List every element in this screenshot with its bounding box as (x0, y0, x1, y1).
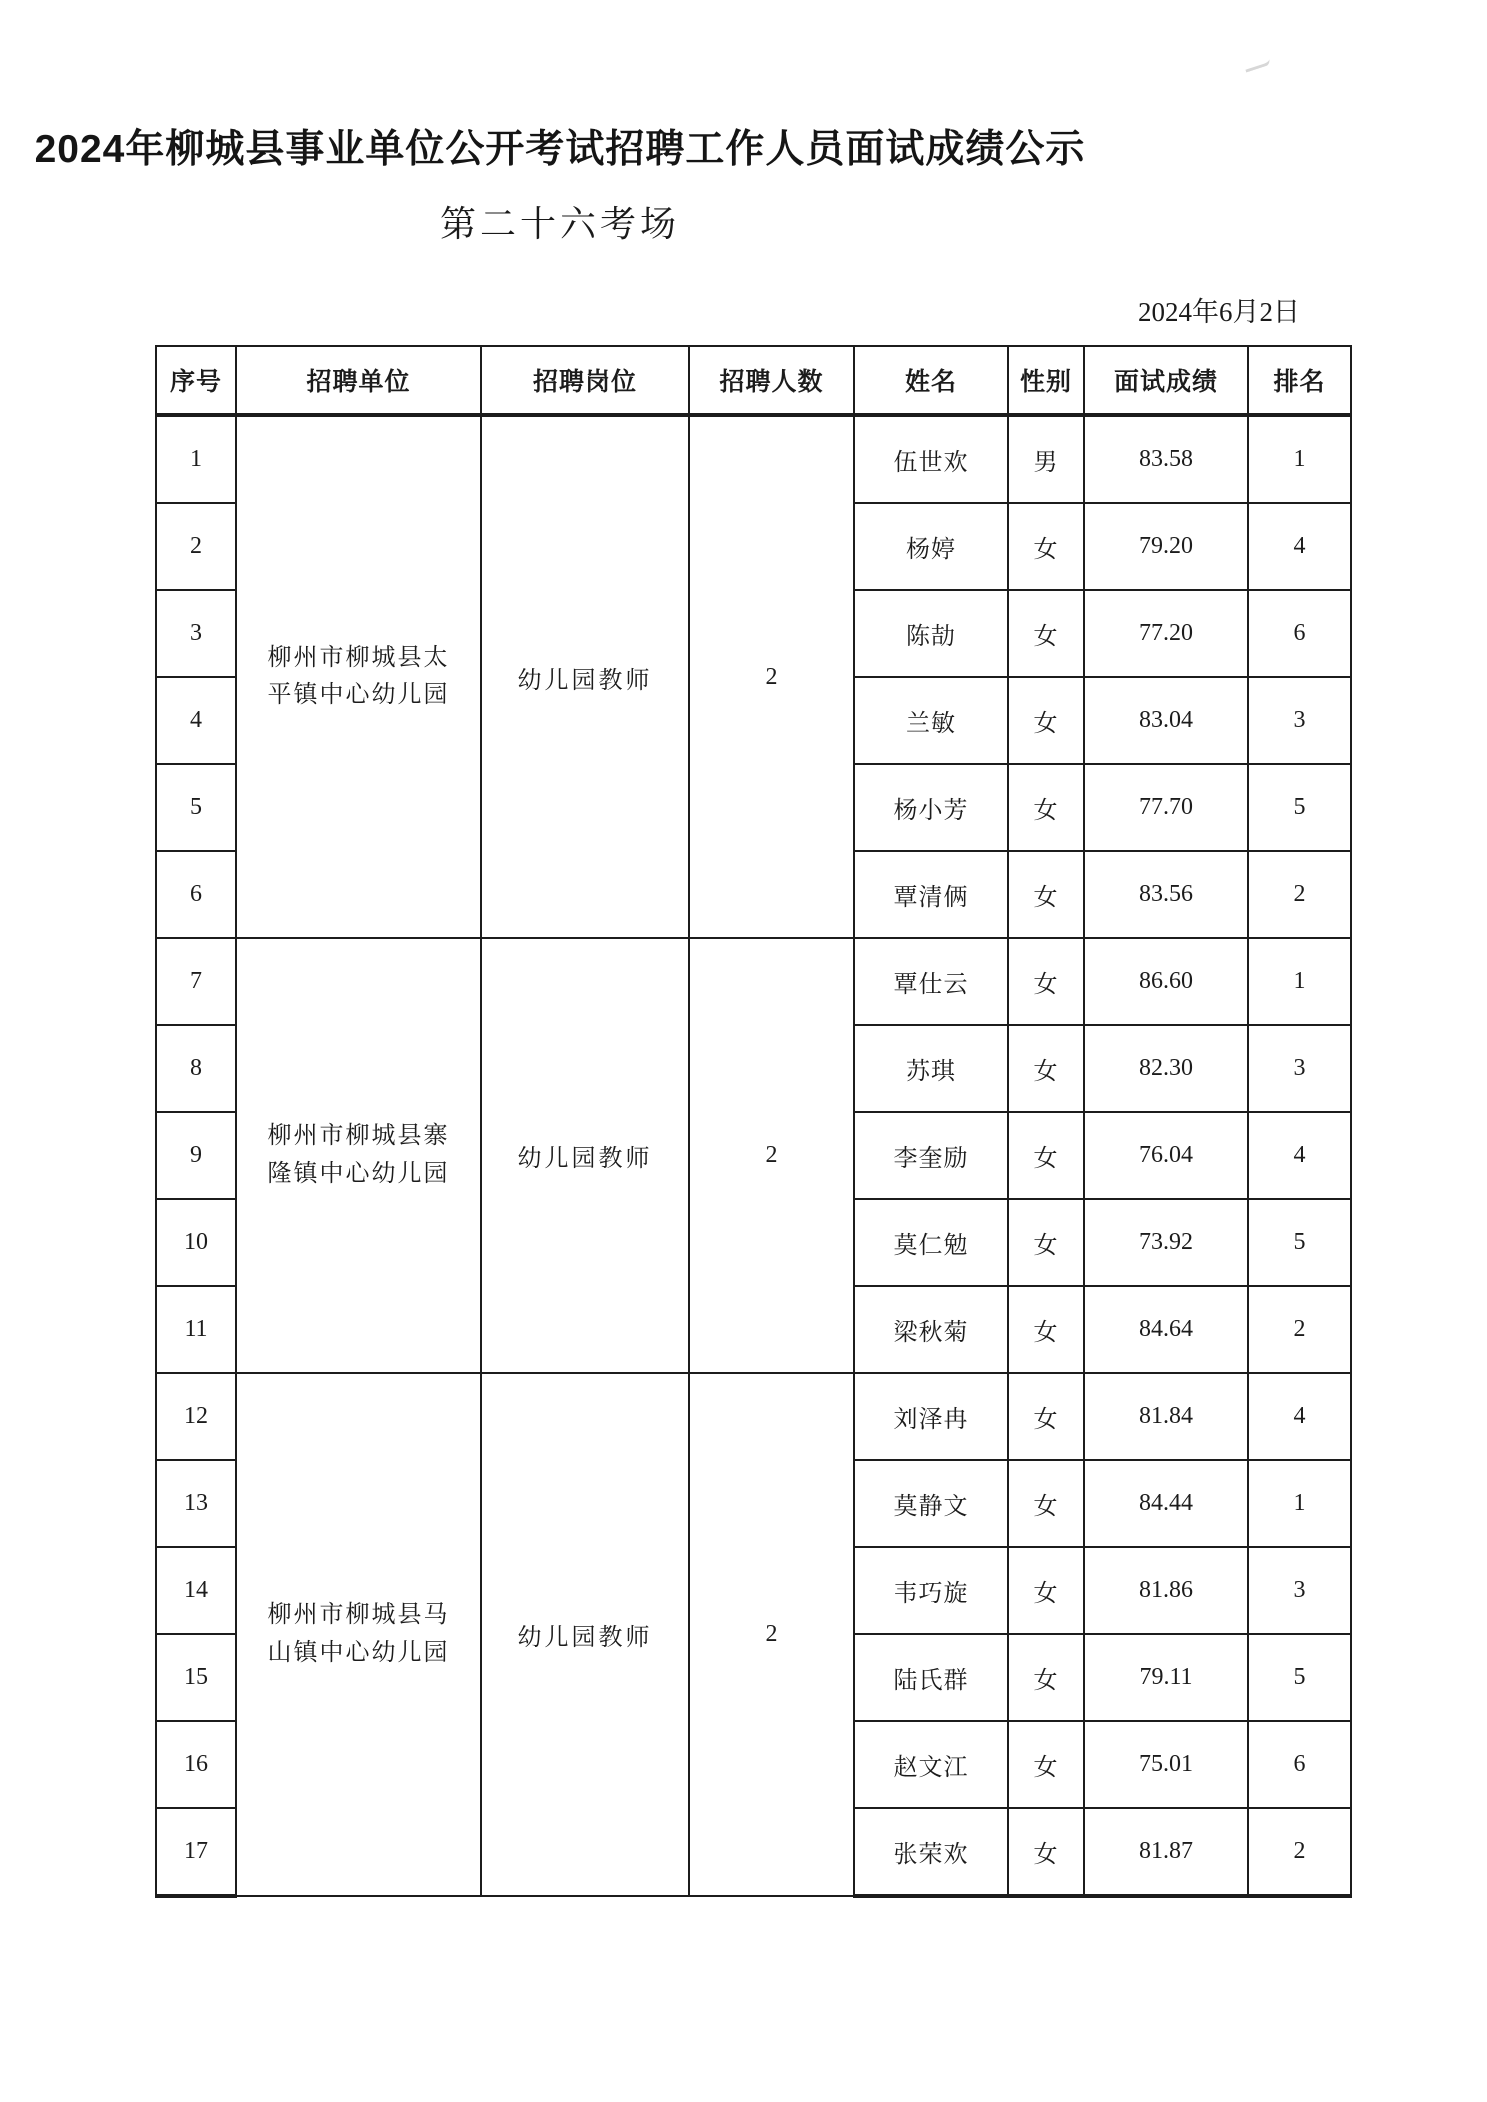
name-cell: 覃清俩 (854, 851, 1008, 938)
seq-cell: 15 (156, 1634, 236, 1721)
page-subtitle: 第二十六考场 (439, 204, 680, 244)
gender-cell: 女 (1008, 503, 1084, 590)
name-cell: 陈劼 (854, 590, 1008, 677)
name-cell: 覃仕云 (854, 938, 1008, 1025)
gender-cell: 女 (1008, 1286, 1084, 1373)
score-cell: 83.58 (1084, 415, 1248, 503)
title-block (0, 118, 1120, 247)
rank-cell: 2 (1248, 851, 1351, 938)
name-cell: 张荣欢 (854, 1808, 1008, 1896)
table-row (156, 415, 1351, 503)
score-cell: 75.01 (1084, 1721, 1248, 1808)
name-cell: 赵文江 (854, 1721, 1008, 1808)
name-cell: 李奎励 (854, 1112, 1008, 1199)
name-cell: 兰敏 (854, 677, 1008, 764)
page-title: 2024年柳城县事业单位公开考试招聘工作人员面试成绩公示 (34, 128, 1086, 171)
header-score: 面试成绩 (1084, 346, 1248, 415)
seq-cell: 5 (156, 764, 236, 851)
score-cell: 79.11 (1084, 1634, 1248, 1721)
scan-noise-mark (1241, 48, 1271, 72)
name-cell: 莫静文 (854, 1460, 1008, 1547)
score-cell: 84.64 (1084, 1286, 1248, 1373)
rank-cell: 3 (1248, 1547, 1351, 1634)
header-seq: 序号 (156, 346, 236, 415)
seq-cell: 14 (156, 1547, 236, 1634)
seq-cell: 2 (156, 503, 236, 590)
count-cell: 2 (689, 415, 854, 938)
seq-cell: 7 (156, 938, 236, 1025)
score-cell: 81.84 (1084, 1373, 1248, 1460)
name-cell: 韦巧旋 (854, 1547, 1008, 1634)
name-cell: 莫仁勉 (854, 1199, 1008, 1286)
rank-cell: 1 (1248, 1460, 1351, 1547)
rank-cell: 1 (1248, 415, 1351, 503)
score-table-body (156, 415, 1351, 1896)
rank-cell: 2 (1248, 1808, 1351, 1896)
gender-cell: 女 (1008, 590, 1084, 677)
position-cell: 幼儿园教师 (481, 938, 689, 1373)
gender-cell: 女 (1008, 851, 1084, 938)
seq-cell: 3 (156, 590, 236, 677)
publish-date: 2024年6月2日 (1138, 297, 1300, 327)
gender-cell: 女 (1008, 1634, 1084, 1721)
rank-cell: 4 (1248, 1373, 1351, 1460)
count-cell: 2 (689, 938, 854, 1373)
gender-cell: 女 (1008, 1547, 1084, 1634)
seq-cell: 11 (156, 1286, 236, 1373)
gender-cell: 男 (1008, 415, 1084, 503)
score-cell: 83.56 (1084, 851, 1248, 938)
gender-cell: 女 (1008, 1373, 1084, 1460)
gender-cell: 女 (1008, 1112, 1084, 1199)
name-cell: 梁秋菊 (854, 1286, 1008, 1373)
score-cell: 81.86 (1084, 1547, 1248, 1634)
gender-cell: 女 (1008, 1721, 1084, 1808)
score-cell: 79.20 (1084, 503, 1248, 590)
header-gender: 性别 (1008, 346, 1084, 415)
position-cell: 幼儿园教师 (481, 415, 689, 938)
name-cell: 杨小芳 (854, 764, 1008, 851)
name-cell: 伍世欢 (854, 415, 1008, 503)
seq-cell: 6 (156, 851, 236, 938)
header-position: 招聘岗位 (481, 346, 689, 415)
name-cell: 苏琪 (854, 1025, 1008, 1112)
seq-cell: 16 (156, 1721, 236, 1808)
score-cell: 77.70 (1084, 764, 1248, 851)
gender-cell: 女 (1008, 1808, 1084, 1896)
header-name: 姓名 (854, 346, 1008, 415)
name-cell: 刘泽冉 (854, 1373, 1008, 1460)
gender-cell: 女 (1008, 677, 1084, 764)
unit-cell: 柳州市柳城县马山镇中心幼儿园 (236, 1373, 481, 1896)
score-cell: 86.60 (1084, 938, 1248, 1025)
unit-cell: 柳州市柳城县太平镇中心幼儿园 (236, 415, 481, 938)
score-cell: 76.04 (1084, 1112, 1248, 1199)
score-cell: 81.87 (1084, 1808, 1248, 1896)
name-cell: 杨婷 (854, 503, 1008, 590)
rank-cell: 5 (1248, 1199, 1351, 1286)
score-cell: 83.04 (1084, 677, 1248, 764)
position-cell: 幼儿园教师 (481, 1373, 689, 1896)
gender-cell: 女 (1008, 764, 1084, 851)
header-unit: 招聘单位 (236, 346, 481, 415)
gender-cell: 女 (1008, 1460, 1084, 1547)
rank-cell: 1 (1248, 938, 1351, 1025)
rank-cell: 3 (1248, 1025, 1351, 1112)
rank-cell: 4 (1248, 1112, 1351, 1199)
rank-cell: 5 (1248, 1634, 1351, 1721)
rank-cell: 2 (1248, 1286, 1351, 1373)
rank-cell: 5 (1248, 764, 1351, 851)
unit-cell: 柳州市柳城县寨隆镇中心幼儿园 (236, 938, 481, 1373)
table-row (156, 1373, 1351, 1460)
header-count: 招聘人数 (689, 346, 854, 415)
seq-cell: 4 (156, 677, 236, 764)
score-table (155, 345, 1352, 1898)
seq-cell: 12 (156, 1373, 236, 1460)
seq-cell: 1 (156, 415, 236, 503)
rank-cell: 6 (1248, 590, 1351, 677)
rank-cell: 6 (1248, 1721, 1351, 1808)
name-cell: 陆氏群 (854, 1634, 1008, 1721)
seq-cell: 17 (156, 1808, 236, 1896)
count-cell: 2 (689, 1373, 854, 1896)
score-cell: 77.20 (1084, 590, 1248, 677)
score-cell: 84.44 (1084, 1460, 1248, 1547)
rank-cell: 3 (1248, 677, 1351, 764)
seq-cell: 9 (156, 1112, 236, 1199)
gender-cell: 女 (1008, 1025, 1084, 1112)
seq-cell: 8 (156, 1025, 236, 1112)
gender-cell: 女 (1008, 1199, 1084, 1286)
rank-cell: 4 (1248, 503, 1351, 590)
seq-cell: 10 (156, 1199, 236, 1286)
score-cell: 73.92 (1084, 1199, 1248, 1286)
table-row (156, 938, 1351, 1025)
header-rank: 排名 (1248, 346, 1351, 415)
table-header-row (156, 346, 1351, 415)
seq-cell: 13 (156, 1460, 236, 1547)
score-cell: 82.30 (1084, 1025, 1248, 1112)
gender-cell: 女 (1008, 938, 1084, 1025)
